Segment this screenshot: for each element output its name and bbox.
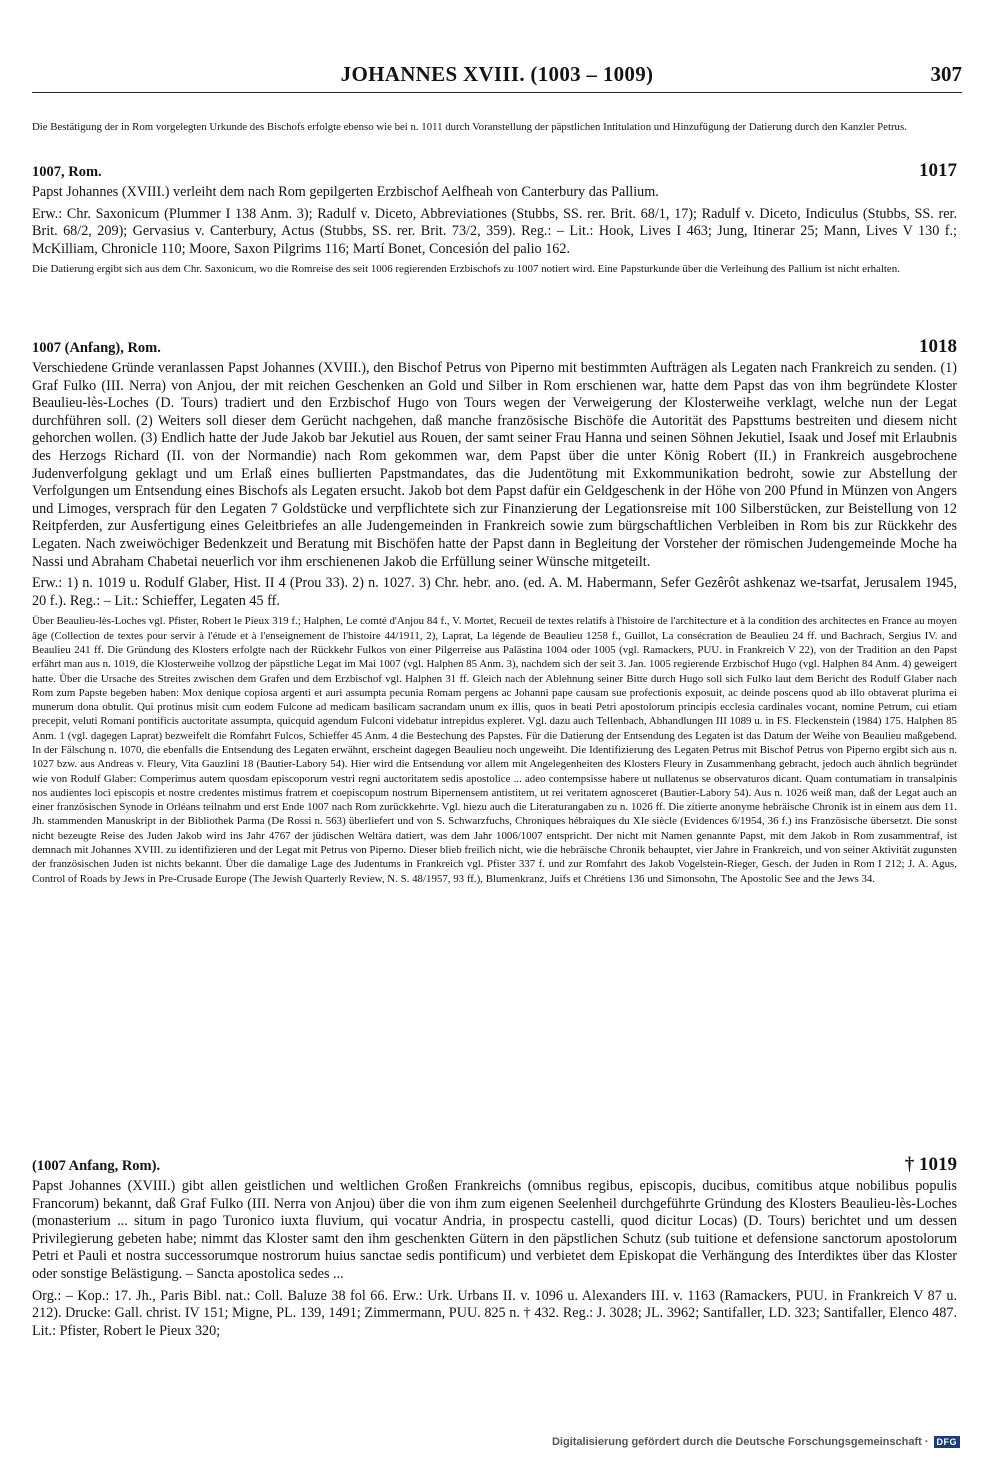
entry-sources: Erw.: Chr. Saxonicum (Plummer I 138 Anm. 3); Radulf v. Diceto, Abbreviationes (Stubbs, SS. rer. Brit. 68/1, 17); Radulf v. Diceto, Indiculus (Stubbs, SS. rer. Brit. 68/2, 209); Gervasius v. Canterbury, Actus (Stubbs, SS. rer. Brit. 73/2, 359). Reg.: – Lit.: Hook, Lives I 463; Jung, Itinerar 25; Mann, Lives V 130 f.; McKilliam, Chronicle 110; Moore, Saxon Pilgrims 116; Martí Bonet, Concesión del palio 162. (32, 205, 957, 257)
intro-note: Die Bestätigung der in Rom vorgelegten Urkunde des Bischofs erfolgte ebenso wie bei n. 1011 durch Voranstellung der päpstlichen Intitulation und Hinzufügung der Datierung durch den Kanzler Petrus. (32, 121, 907, 133)
page-number: 307 (930, 62, 962, 86)
entry-sources: Erw.: 1) n. 1019 u. Rodulf Glaber, Hist. II 4 (Prou 33). 2) n. 1027. 3) Chr. hebr. ano. (ed. A. M. Habermann, Sefer Gezêrôt ashkenaz we-tsarfat, Jerusalem 1945, 20 f.). Reg.: – Lit.: Schieffer, Legaten 45 ff. (32, 575, 957, 609)
funding-footer (552, 1436, 960, 1448)
dfg-logo: DFG (934, 1436, 961, 1448)
entry-place-date: 1007, Rom. (32, 164, 102, 180)
entry-commentary: Die Datierung ergibt sich aus dem Chr. Saxonicum, wo die Romreise des seit 1006 regierenden Erzbischofs zu 1007 notiert wird. Eine Papsturkunde über die Verleihung des Pallium ist nicht erhalten. (32, 263, 900, 276)
entry-place-date: (1007 Anfang, Rom). (32, 1158, 161, 1174)
entry-regest: Verschiedene Gründe veranlassen Papst Johannes (XVIII.), den Bischof Petrus von Piperno mit bestimmten Aufträgen als Legaten nach Frankreich zu senden. (1) Graf Fulko (III. Nerra) von Anjou, der mit reichen Geschenken an Gold und Silber in Rom erschienen war, hatte dem Papst das von ihm begründete Kloster Beaulieu-lès-Loches (D. Tours) tradiert und den Erzbischof Hugo von Tours wegen der Verweigerung der Klosterweihe verklagt, welche nun der Legat durchführen soll. (2) Weiters soll dieser dem Gerücht nachgehen, daß manche französische Bischöfe die Autorität des Papsttums bestreiten und diesem nicht gehorchen wollen. (3) Endlich hatte der Jude Jakob bar Jekutiel aus Rouen, der samt seiner Frau Hanna und seinen Söhnen Jekutiel, Isaak und Josef mit Erlaubnis des Herzogs Richard (II. von der Normandie) nach Rom gekommen war, dem Papst über die unter König Robert (II.) in Frankreich ausgebrochene Judenverfolgung geklagt und um Erlaß eines bullierten Papstmandates, das die Judentötung mit Exkommunikation bedroht, sowie zur Abstellung der Verfolgungen um Entsendung eines Bischofs als Legaten ersucht. Jakob bot dem Papst dafür ein Geldgeschenk in der Höhe von 200 Pfund in Münzen von Angers und Limoges, versprach für den Legaten 7 Goldstücke und verpflichtete sich zur Finanzierung der Legationsreise mit 100 Silberstücken, zur Beistellung von 12 Reitpferden, zur Ausfertigung eines Geleitbriefes an alle Judengemeinden in Frankreich sowie zum bürgschaftlichen Verbleiben in Rom bis zur Rückkehr des Legaten. Nach zweiwöchiger Bedenkzeit und Beratung mit Bischöfen hatte der Papst dann in Begleitung der Vorsteher der römischen Judengemeinde Moche ha Nassi und Abraham Chabetai neuerlich vor ihm erschienenen Jakob die Erfüllung seiner Wünsche mitgeteilt. (32, 360, 957, 570)
entry-1017 (32, 160, 957, 277)
entry-1018 (32, 336, 957, 886)
running-head (32, 62, 962, 93)
entry-head (32, 160, 957, 184)
entry-number: 1018 (919, 336, 957, 357)
entry-regest: Papst Johannes (XVIII.) gibt allen geistlichen und weltlichen Großen Frankreichs (omnibus regibus, episcopis, ducibus, comitibus atque nobilibus populis Francorum) bekannt, daß Graf Fulko (III. Nerra von Anjou) über die von ihm zum eigenen Seelenheil durchgeführte Gründung des Klosters Beaulieu-lès-Loches (monasterium ... situm in pago Turonico iuxta fluvium, qui vocatur Andria, in prospectu castelli, quod dicitur Locas) (D. Tours) berichtet und um dessen Privilegierung gebeten habe; nimmt das Kloster samt den ihm geschenkten Gütern in den päpstlichen Schutz (sub tuitione et defensione sanctorum apostolorum Petri et Pauli et nostra successorumque nostrorum huius sanctae sedis pontificum) und verbietet dem Episkopat die Verhängung des Interdiktes über das Kloster oder sonstige Belästigung. – Sancta apostolica sedes ... (32, 1178, 957, 1282)
entry-commentary: Über Beaulieu-lès-Loches vgl. Pfister, Robert le Pieux 319 f.; Halphen, Le comté d'Anjou 84 f., V. Mortet, Recueil de textes relatifs à l'histoire de l'architecture et à la condition des architectes en France au moyen âge (Collection de textes pour servir à l'étude et à l'enseignement de l'histoire 44/1911, 2), Laprat, La légende de Beaulieu 1258 f., Guillot, La consécration de Beaulieu 24 ff. und Bachrach, Sergius IV. and Beaulieu 241 ff. Die Gründung des Klosters erfolgte nach der Rückkehr Fulkos von einer Pilgerreise aus Palästina 1004 oder 1005 (vgl. Ramackers, PUU. in Frankreich V 22), von der Tradition an den Papst erfährt man aus n. 1019, die Klosterweihe vollzog der päpstliche Legat im Mai 1007 (vgl. Halphen 85 Anm. 3), nachdem sich der seit 3. Jan. 1005 regierende Erzbischof Hugo (vgl. Halphen 84 Anm. 4) geweigert hatte. Über die Ursache des Streites zwischen dem Grafen und dem Erzbischof vgl. Halphen 31 ff. Gleich nach der Ablehnung seiner Bitte durch Hugo soll sich Fulko laut dem Bericht des Rodulf Glaber nach Rom zum Papste begeben haben: Mox denique copiosa argenti et auri assumpta pecunia Romam pergens ac Johanni pape causam sue profectionis exposuit, ac deinde poscens quod ab illo obtaverat plurima ei munerum dona obtulit. Qui protinus misit cum eodem Fulcone ad medicam basilicam sacrandam unum ex illis, quos in beati Petri apostolorum principis ecclesia cardinales vocant, nomine Petrum, cui etiam precepit, veluti Romani pontificis auctoritate assumpta, quicquid agendum Fulconi videbatur intrepidus expleret. Vgl. dazu auch Tellenbach, Abhandlungen III 1089 u. in FS. Fleckenstein (1984) 175. Halphen 85 Anm. 1 (vgl. dagegen Laprat) bezweifelt die Romfahrt Fulcos, Schieffer 45 Anm. 4 die Bestechung des Papstes. Für die Datierung der Entsendung des Legaten ist das Datum der Weihe von Beaulieu maßgebend. In der Fälschung n. 1070, die ebenfalls die Entsendung des Legaten erwähnt, erscheint dagegen Beaulieu noch ungeweiht. Die Identifizierung des Legaten Petrus mit Bischof Petrus von Piperno ergibt sich aus n. 1027 bzw. aus Andreas v. Fleury, Vita Gauzlini 18 (Bautier-Labory 54). Hier wird die Entsendung vor allem mit Angelegenheiten des Klosters Fleury in Zusammenhang gebracht, jedoch auch ähnlich begründet wie von Rodulf Glaber: Comperimus autem quosdam episcoporum vestri regni auctoritatem sedis apostolice ... adeo contempsisse habere ut nullatenus se observaturos dicant. Quam contumatiam in transalpinis nos audientes loci episcopis et nostre credentes mistimus fratrem et coepiscopum nostrum Bipernensem antistitem, ut rei veritatem agnosceret (Bautier-Labory 54). Aus n. 1026 weiß man, daß der Legat auch an einer französischen Synode in Orléans teilnahm und erst Ende 1007 nach Rom zurückkehrte. Vgl. hiezu auch die Literaturangaben zu n. 1026 ff. Die zitierte anonyme hebräische Chronik ist in einem aus dem 11. Jh. stammenden Manuskript in der Bibliothek Parma (De Rossi n. 563) überliefert und von S. Schwarzfuchs, Chroniques hébraiques du XIe siècle (Evidences 6/1954, 36 f.) ins Französische übersetzt. Die sonst nicht bezeugte Reise des Juden Jakob wird ins Jahr 4767 der jüdischen Weltära datiert, was dem Jahr 1006/1007 entspricht. Der nicht mit Namen genannte Papst, mit dem Jakob in Rom zusammentraf, ist demnach mit Johannes XVIII. zu identifizieren und der Legat mit Petrus von Piperno. Dieser blieb freilich nicht, wie die hebräische Chronik behauptet, vier Jahre in Frankreich, und von seiner Aktivität zugunsten der französischen Juden ist nichts bekannt. Über die damalige Lage des Judentums in Frankreich vgl. Pfister 337 f. und zur Romfahrt des Jakob Vogelstein-Rieger, Gesch. der Juden in Rom I 212; J. A. Agus, Control of Roads by Jews in Pre-Crusade Europe (The Jewish Quarterly Review, N. S. 48/1957, 93 ff.), Blumenkranz, Juifs et Chrétiens 136 und Simonsohn, The Apostolic See and the Jews 34. (32, 615, 957, 885)
entry-place-date: 1007 (Anfang), Rom. (32, 340, 161, 356)
entry-number: 1017 (919, 160, 957, 181)
entry-1019 (32, 1154, 957, 1340)
running-title: JOHANNES XVIII. (1003 – 1009) (340, 62, 654, 86)
entry-head (32, 336, 957, 360)
entry-sources: Org.: – Kop.: 17. Jh., Paris Bibl. nat.: Coll. Baluze 38 fol 66. Erw.: Urk. Urbans II. v. 1096 u. Alexanders III. v. 1163 (Ramackers, PUU. in Frankreich V 87 u. 212). Drucke: Gall. christ. IV 151; Migne, PL. 139, 1491; Zimmermann, PUU. 825 n. † 432. Reg.: J. 3028; JL. 3962; Santifaller, LD. 323; Santifaller, Elenco 487. Lit.: Pfister, Robert le Pieux 320; (32, 1287, 957, 1339)
entry-regest: Papst Johannes (XVIII.) verleiht dem nach Rom gepilgerten Erzbischof Aelfheah von Canterbury das Pallium. (32, 184, 659, 200)
entry-number: † 1019 (904, 1154, 957, 1175)
funding-note: Digitalisierung gefördert durch die Deutsche Forschungsgemeinschaft · (551, 1436, 929, 1448)
entry-head (32, 1154, 957, 1178)
